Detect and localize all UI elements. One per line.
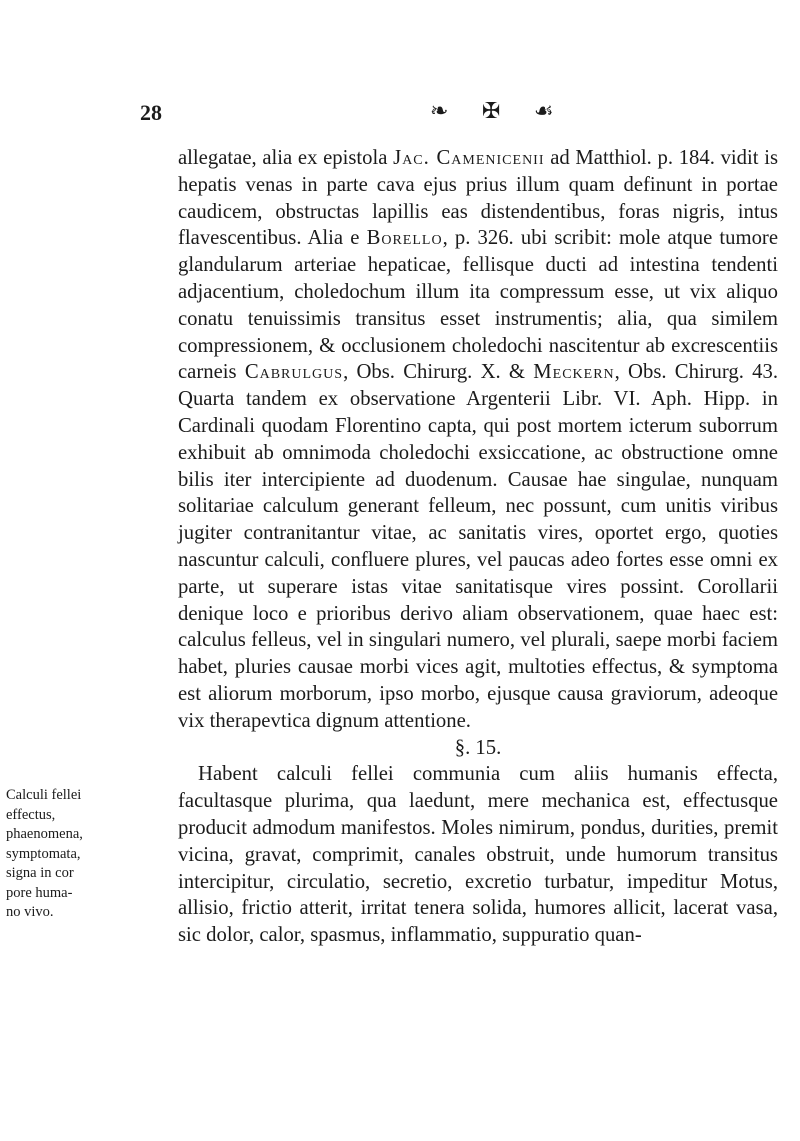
author-meckern: Meckern [533,361,615,384]
margin-note-line: symptomata, [6,845,81,862]
page-number: 28 [140,100,162,125]
margin-note-line: pore huma- [6,884,73,901]
margin-note [6,786,176,923]
author-cabrulgus: Cabrulgus [244,361,344,384]
page-header [140,92,720,132]
author-camenicenus: Jac. Camenicenii [393,147,545,169]
margin-note-line: phaenomena, [6,826,83,842]
paragraph-1-text-d: , Obs. Chirurg. X. & [343,361,526,384]
paragraph-1-text-c: , p. 326. ubi scribit: mole atque tumore glandularum arteriae hepaticae, fellisque ducti ad intestina tendenti adjacentium, choledochum illum ita compressum esse, ut vix aliquo conatu tenuissimis transitus esset instrumentis; alia, qua similem compressionem, & occlusionem choledochi nascitentur ab excrescentiis carneis [178,227,779,384]
paragraph-1-text-b: ad Matthiol. p. 184. vidit is hepatis venas in parte cava ejus prius illum quam definunt in portae caudicem, obstructas lapillis eas distendentibus, foras nigris, intus flavescentibus. Alia e [178,147,778,250]
author-borellus: Borello [366,227,443,250]
paragraph-1-text-e: , Obs. Chirurg. 43. Quarta tandem ex observatione Argenterii Libr. VI. Aph. Hipp. in Cardinali quodam Florentino capta, qui post mortem icterum suborrum exhibuit ab omnimoda choledochi exsiccatione, ac obstructione omne bilis iter intercipiente ad duodenum. Causae hae singulae, nunquam solitariae calculum generant felleum, nec possunt, cum unitis viribus jugiter contranitantur vitae, ac sanitatis vires, oportet ergo, quoties nascuntur calculi, confluere plures, vel paucas adeo fortes esse omni ex parte, ut superare istas vitae sanitatisque vires possint. Corollarii denique loco e prioribus derivo aliam observationem, quae haec est: calculus felleus, vel in singulari numero, vel plurali, saepe morbi faciem habet, pluries causae morbi vices agit, multoties effectus, & symptoma est aliorum morborum, ipso morbo, ejusque causa graviorum, adeoque vix therapevtica dignum attentione. [178,361,779,732]
margin-note-line: no vivo. [6,904,54,920]
paragraph-1 [178,145,778,735]
printer-ornament-icon: ❧ ✠ ☙ [430,98,568,123]
main-text [178,145,778,949]
margin-note-line: signa in cor [6,865,74,881]
margin-note-line: Calculi fellei [6,787,82,803]
paragraph-2: Habent calculi fellei communia cum aliis humanis effecta, facultasque plurima, qua laedunt, mere mechanica est, effectusque producit admodum manifestos. Moles nimirum, pondus, durities, premit vicina, gravat, comprimit, canales obstruit, unde humorum transitus intercipitur, circulatio, secretio, excretio turbatur, impeditur Motus, allisio, frictio atterit, irritat tenera solida, humores allicit, lacerat vasa, sic dolor, calor, spasmus, inflammatio, suppuratio quan- [178,763,778,947]
paragraph-1-text-a: allegatae, alia ex epistola [178,147,388,169]
section-number: §. 15. [454,736,502,759]
margin-note-line: effectus, [6,806,56,823]
